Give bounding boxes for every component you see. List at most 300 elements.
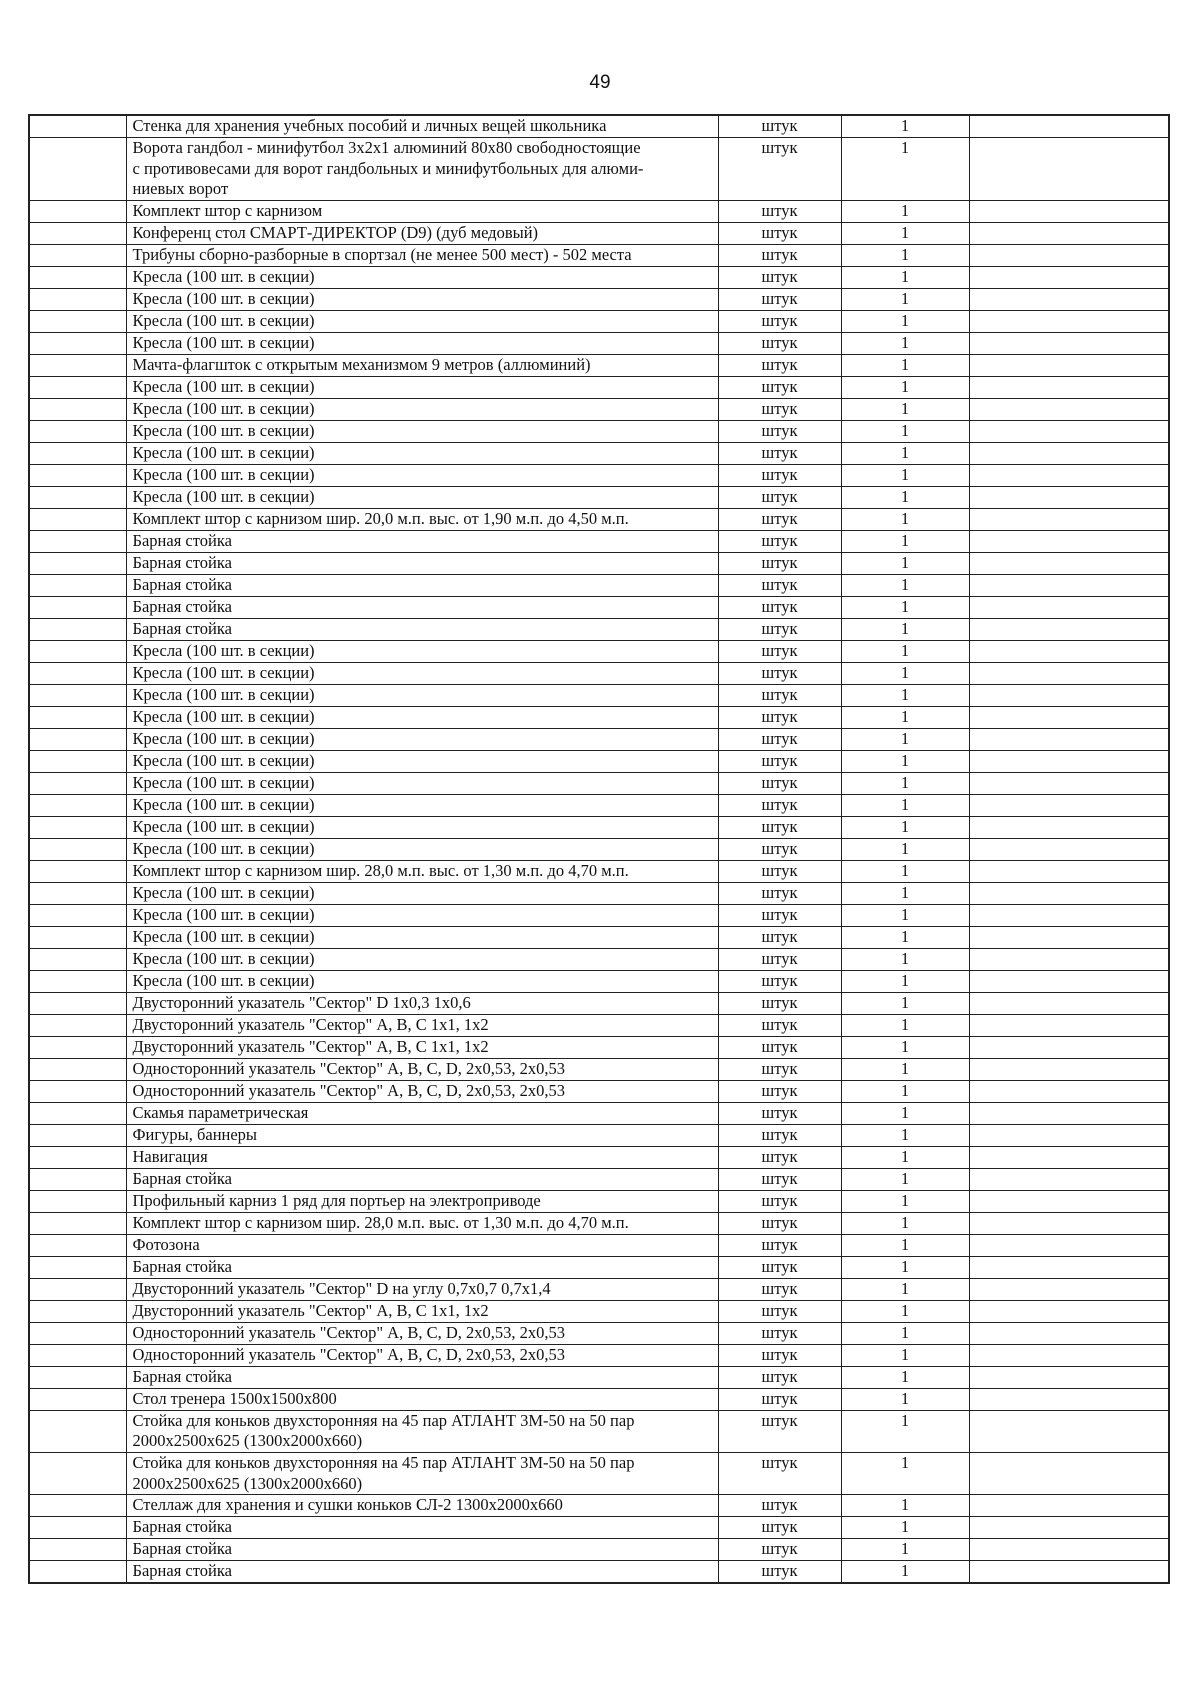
row-lead-cell (29, 1344, 126, 1366)
item-qty-cell: 1 (841, 970, 969, 992)
item-unit-cell: штук (718, 618, 841, 640)
item-name-cell: Ворота гандбол - минифутбол 3х2х1 алюминий 80х80 свободностоящие с противовесами для ворот гандбольных и минифутбольных для алюми- ниевых ворот (126, 138, 718, 201)
item-name-cell: Кресла (100 шт. в секции) (126, 420, 718, 442)
row-lead-cell (29, 200, 126, 222)
row-tail-cell (969, 1561, 1169, 1584)
row-lead-cell (29, 816, 126, 838)
item-unit-cell: штук (718, 1388, 841, 1410)
table-row (29, 1366, 1169, 1388)
item-qty-cell: 1 (841, 618, 969, 640)
item-qty-cell: 1 (841, 1495, 969, 1517)
table-row (29, 1014, 1169, 1036)
item-qty-cell: 1 (841, 904, 969, 926)
item-unit-cell: штук (718, 1517, 841, 1539)
table-row (29, 354, 1169, 376)
table-row (29, 508, 1169, 530)
item-unit-cell: штук (718, 1278, 841, 1300)
item-unit-cell: штук (718, 574, 841, 596)
row-tail-cell (969, 1366, 1169, 1388)
item-unit-cell: штук (718, 464, 841, 486)
item-qty-cell: 1 (841, 1410, 969, 1452)
item-name-cell: Двусторонний указатель "Сектор" A, B, C 1х1, 1х2 (126, 1014, 718, 1036)
item-qty-cell: 1 (841, 838, 969, 860)
item-qty-cell: 1 (841, 750, 969, 772)
item-unit-cell: штук (718, 838, 841, 860)
table-row (29, 816, 1169, 838)
item-unit-cell: штук (718, 772, 841, 794)
row-tail-cell (969, 1388, 1169, 1410)
row-tail-cell (969, 354, 1169, 376)
item-unit-cell: штук (718, 420, 841, 442)
item-unit-cell: штук (718, 1322, 841, 1344)
table-row (29, 1388, 1169, 1410)
table-row (29, 992, 1169, 1014)
table-row (29, 1322, 1169, 1344)
table-row (29, 1124, 1169, 1146)
item-name-cell: Навигация (126, 1146, 718, 1168)
row-tail-cell (969, 244, 1169, 266)
item-qty-cell: 1 (841, 1168, 969, 1190)
table-row (29, 1344, 1169, 1366)
row-tail-cell (969, 772, 1169, 794)
table-row (29, 1102, 1169, 1124)
row-tail-cell (969, 398, 1169, 420)
item-unit-cell: штук (718, 970, 841, 992)
row-lead-cell (29, 1190, 126, 1212)
item-qty-cell: 1 (841, 1300, 969, 1322)
row-lead-cell (29, 1168, 126, 1190)
row-lead-cell (29, 530, 126, 552)
row-tail-cell (969, 1300, 1169, 1322)
row-tail-cell (969, 332, 1169, 354)
item-name-cell: Односторонний указатель "Сектор" A, B, C, D, 2х0,53, 2х0,53 (126, 1058, 718, 1080)
item-unit-cell: штук (718, 794, 841, 816)
item-unit-cell: штук (718, 354, 841, 376)
item-qty-cell: 1 (841, 772, 969, 794)
item-qty-cell: 1 (841, 376, 969, 398)
row-tail-cell (969, 1080, 1169, 1102)
item-qty-cell: 1 (841, 244, 969, 266)
table-row (29, 288, 1169, 310)
item-name-cell: Односторонний указатель "Сектор" A, B, C, D, 2х0,53, 2х0,53 (126, 1322, 718, 1344)
row-tail-cell (969, 222, 1169, 244)
table-row (29, 1190, 1169, 1212)
item-qty-cell: 1 (841, 926, 969, 948)
item-qty-cell: 1 (841, 860, 969, 882)
item-unit-cell: штук (718, 596, 841, 618)
table-row (29, 1278, 1169, 1300)
row-lead-cell (29, 992, 126, 1014)
item-qty-cell: 1 (841, 508, 969, 530)
table-row (29, 1058, 1169, 1080)
item-name-cell: Кресла (100 шт. в секции) (126, 794, 718, 816)
item-unit-cell: штук (718, 1058, 841, 1080)
item-qty-cell: 1 (841, 1036, 969, 1058)
item-name-cell: Барная стойка (126, 1561, 718, 1584)
row-tail-cell (969, 442, 1169, 464)
row-lead-cell (29, 1452, 126, 1494)
row-tail-cell (969, 530, 1169, 552)
item-qty-cell: 1 (841, 310, 969, 332)
row-lead-cell (29, 596, 126, 618)
item-name-cell: Барная стойка (126, 1256, 718, 1278)
row-tail-cell (969, 1452, 1169, 1494)
item-name-cell: Кресла (100 шт. в секции) (126, 970, 718, 992)
table-row (29, 882, 1169, 904)
row-tail-cell (969, 706, 1169, 728)
row-lead-cell (29, 926, 126, 948)
table-row (29, 1539, 1169, 1561)
row-lead-cell (29, 1234, 126, 1256)
item-unit-cell: штук (718, 1452, 841, 1494)
row-lead-cell (29, 1256, 126, 1278)
item-name-cell: Скамья параметрическая (126, 1102, 718, 1124)
items-table-body (29, 115, 1169, 1583)
table-row (29, 926, 1169, 948)
row-tail-cell (969, 200, 1169, 222)
row-lead-cell (29, 772, 126, 794)
row-lead-cell (29, 1102, 126, 1124)
table-row (29, 948, 1169, 970)
item-unit-cell: штук (718, 222, 841, 244)
item-unit-cell: штук (718, 1495, 841, 1517)
table-row (29, 138, 1169, 201)
item-unit-cell: штук (718, 706, 841, 728)
item-qty-cell: 1 (841, 1102, 969, 1124)
item-qty-cell: 1 (841, 288, 969, 310)
item-qty-cell: 1 (841, 1080, 969, 1102)
item-qty-cell: 1 (841, 1561, 969, 1584)
item-qty-cell: 1 (841, 1124, 969, 1146)
item-name-cell: Барная стойка (126, 618, 718, 640)
item-unit-cell: штук (718, 1366, 841, 1388)
item-name-cell: Кресла (100 шт. в секции) (126, 728, 718, 750)
row-lead-cell (29, 640, 126, 662)
item-qty-cell: 1 (841, 1234, 969, 1256)
item-qty-cell: 1 (841, 138, 969, 201)
item-name-cell: Барная стойка (126, 574, 718, 596)
item-qty-cell: 1 (841, 882, 969, 904)
item-unit-cell: штук (718, 992, 841, 1014)
row-lead-cell (29, 574, 126, 596)
item-qty-cell: 1 (841, 1014, 969, 1036)
row-lead-cell (29, 310, 126, 332)
table-row (29, 1168, 1169, 1190)
row-lead-cell (29, 138, 126, 201)
item-unit-cell: штук (718, 310, 841, 332)
row-lead-cell (29, 1322, 126, 1344)
item-name-cell: Фотозона (126, 1234, 718, 1256)
item-unit-cell: штук (718, 552, 841, 574)
item-name-cell: Кресла (100 шт. в секции) (126, 882, 718, 904)
item-unit-cell: штук (718, 1561, 841, 1584)
item-qty-cell: 1 (841, 794, 969, 816)
item-unit-cell: штук (718, 948, 841, 970)
row-tail-cell (969, 508, 1169, 530)
item-qty-cell: 1 (841, 398, 969, 420)
row-lead-cell (29, 838, 126, 860)
item-unit-cell: штук (718, 926, 841, 948)
table-row (29, 200, 1169, 222)
item-name-cell: Комплект штор с карнизом шир. 28,0 м.п. выс. от 1,30 м.п. до 4,70 м.п. (126, 860, 718, 882)
row-tail-cell (969, 1344, 1169, 1366)
row-tail-cell (969, 882, 1169, 904)
row-tail-cell (969, 288, 1169, 310)
item-unit-cell: штук (718, 138, 841, 201)
item-name-cell: Кресла (100 шт. в секции) (126, 266, 718, 288)
items-table (28, 114, 1170, 1584)
table-row (29, 398, 1169, 420)
item-name-cell: Барная стойка (126, 552, 718, 574)
row-lead-cell (29, 1124, 126, 1146)
item-unit-cell: штук (718, 266, 841, 288)
row-lead-cell (29, 882, 126, 904)
item-qty-cell: 1 (841, 420, 969, 442)
row-tail-cell (969, 926, 1169, 948)
table-row (29, 662, 1169, 684)
item-name-cell: Двусторонний указатель "Сектор" A, B, C 1х1, 1х2 (126, 1300, 718, 1322)
row-tail-cell (969, 420, 1169, 442)
item-unit-cell: штук (718, 904, 841, 926)
item-qty-cell: 1 (841, 596, 969, 618)
table-row (29, 1495, 1169, 1517)
row-lead-cell (29, 486, 126, 508)
row-tail-cell (969, 464, 1169, 486)
row-lead-cell (29, 332, 126, 354)
row-tail-cell (969, 486, 1169, 508)
item-qty-cell: 1 (841, 200, 969, 222)
item-qty-cell: 1 (841, 948, 969, 970)
row-lead-cell (29, 376, 126, 398)
row-lead-cell (29, 1080, 126, 1102)
row-tail-cell (969, 1036, 1169, 1058)
item-name-cell: Кресла (100 шт. в секции) (126, 662, 718, 684)
item-qty-cell: 1 (841, 1058, 969, 1080)
item-unit-cell: штук (718, 288, 841, 310)
row-lead-cell (29, 442, 126, 464)
row-lead-cell (29, 420, 126, 442)
row-tail-cell (969, 115, 1169, 138)
item-name-cell: Кресла (100 шт. в секции) (126, 376, 718, 398)
table-row (29, 1300, 1169, 1322)
table-row (29, 904, 1169, 926)
row-tail-cell (969, 376, 1169, 398)
row-lead-cell (29, 794, 126, 816)
item-qty-cell: 1 (841, 1146, 969, 1168)
item-unit-cell: штук (718, 882, 841, 904)
item-qty-cell: 1 (841, 662, 969, 684)
item-qty-cell: 1 (841, 464, 969, 486)
item-qty-cell: 1 (841, 115, 969, 138)
item-unit-cell: штук (718, 1080, 841, 1102)
item-qty-cell: 1 (841, 684, 969, 706)
item-name-cell: Кресла (100 шт. в секции) (126, 948, 718, 970)
table-row (29, 596, 1169, 618)
item-qty-cell: 1 (841, 1212, 969, 1234)
row-tail-cell (969, 1234, 1169, 1256)
item-name-cell: Мачта-флагшток с открытым механизмом 9 метров (аллюминий) (126, 354, 718, 376)
row-lead-cell (29, 115, 126, 138)
item-name-cell: Кресла (100 шт. в секции) (126, 398, 718, 420)
row-lead-cell (29, 1058, 126, 1080)
row-lead-cell (29, 508, 126, 530)
row-lead-cell (29, 970, 126, 992)
item-name-cell: Кресла (100 шт. в секции) (126, 310, 718, 332)
table-row (29, 860, 1169, 882)
row-tail-cell (969, 1168, 1169, 1190)
item-name-cell: Двусторонний указатель "Сектор" A, B, C 1х1, 1х2 (126, 1036, 718, 1058)
item-unit-cell: штук (718, 640, 841, 662)
item-name-cell: Стеллаж для хранения и сушки коньков СЛ-2 1300х2000х660 (126, 1495, 718, 1517)
row-lead-cell (29, 618, 126, 640)
table-row (29, 115, 1169, 138)
row-tail-cell (969, 728, 1169, 750)
item-name-cell: Стойка для коньков двухсторонняя на 45 пар АТЛАНТ 3М-50 на 50 пар 2000х2500х625 (1300х2000х660) (126, 1410, 718, 1452)
item-qty-cell: 1 (841, 1366, 969, 1388)
row-tail-cell (969, 1212, 1169, 1234)
item-unit-cell: штук (718, 1539, 841, 1561)
table-row (29, 618, 1169, 640)
row-lead-cell (29, 288, 126, 310)
item-qty-cell: 1 (841, 1452, 969, 1494)
row-tail-cell (969, 838, 1169, 860)
row-tail-cell (969, 1256, 1169, 1278)
table-row (29, 1452, 1169, 1494)
row-lead-cell (29, 904, 126, 926)
item-name-cell: Фигуры, баннеры (126, 1124, 718, 1146)
item-qty-cell: 1 (841, 1517, 969, 1539)
table-row (29, 266, 1169, 288)
row-tail-cell (969, 662, 1169, 684)
item-qty-cell: 1 (841, 1388, 969, 1410)
item-unit-cell: штук (718, 1256, 841, 1278)
table-row (29, 728, 1169, 750)
item-name-cell: Кресла (100 шт. в секции) (126, 332, 718, 354)
row-lead-cell (29, 948, 126, 970)
item-name-cell: Кресла (100 шт. в секции) (126, 684, 718, 706)
row-lead-cell (29, 1495, 126, 1517)
item-unit-cell: штук (718, 728, 841, 750)
row-lead-cell (29, 1278, 126, 1300)
table-row (29, 486, 1169, 508)
item-qty-cell: 1 (841, 574, 969, 596)
table-row (29, 1410, 1169, 1452)
item-name-cell: Стенка для хранения учебных пособий и личных вещей школьника (126, 115, 718, 138)
item-qty-cell: 1 (841, 354, 969, 376)
item-name-cell: Профильный карниз 1 ряд для портьер на электроприводе (126, 1190, 718, 1212)
row-lead-cell (29, 266, 126, 288)
table-row (29, 1080, 1169, 1102)
item-name-cell: Комплект штор с карнизом (126, 200, 718, 222)
item-unit-cell: штук (718, 1212, 841, 1234)
row-tail-cell (969, 1539, 1169, 1561)
table-row (29, 970, 1169, 992)
item-qty-cell: 1 (841, 728, 969, 750)
table-row (29, 1036, 1169, 1058)
item-unit-cell: штук (718, 530, 841, 552)
item-name-cell: Кресла (100 шт. в секции) (126, 640, 718, 662)
item-qty-cell: 1 (841, 266, 969, 288)
item-unit-cell: штук (718, 1102, 841, 1124)
item-unit-cell: штук (718, 200, 841, 222)
item-name-cell: Барная стойка (126, 1539, 718, 1561)
item-unit-cell: штук (718, 1344, 841, 1366)
item-name-cell: Конференц стол СМАРТ-ДИРЕКТОР (D9) (дуб медовый) (126, 222, 718, 244)
item-qty-cell: 1 (841, 442, 969, 464)
row-tail-cell (969, 596, 1169, 618)
table-row (29, 1146, 1169, 1168)
row-tail-cell (969, 1278, 1169, 1300)
item-unit-cell: штук (718, 115, 841, 138)
table-row (29, 442, 1169, 464)
item-unit-cell: штук (718, 486, 841, 508)
row-lead-cell (29, 1539, 126, 1561)
row-lead-cell (29, 552, 126, 574)
row-lead-cell (29, 1561, 126, 1584)
row-tail-cell (969, 992, 1169, 1014)
row-lead-cell (29, 1036, 126, 1058)
item-name-cell: Кресла (100 шт. в секции) (126, 442, 718, 464)
item-qty-cell: 1 (841, 1256, 969, 1278)
item-unit-cell: штук (718, 860, 841, 882)
row-tail-cell (969, 1124, 1169, 1146)
item-unit-cell: штук (718, 1168, 841, 1190)
item-name-cell: Кресла (100 шт. в секции) (126, 904, 718, 926)
item-qty-cell: 1 (841, 530, 969, 552)
row-lead-cell (29, 1300, 126, 1322)
item-unit-cell: штук (718, 1036, 841, 1058)
row-tail-cell (969, 1517, 1169, 1539)
table-row (29, 420, 1169, 442)
item-unit-cell: штук (718, 684, 841, 706)
item-name-cell: Двусторонний указатель "Сектор" D на углу 0,7х0,7 0,7х1,4 (126, 1278, 718, 1300)
row-lead-cell (29, 1410, 126, 1452)
item-name-cell: Комплект штор с карнизом шир. 28,0 м.п. выс. от 1,30 м.п. до 4,70 м.п. (126, 1212, 718, 1234)
row-tail-cell (969, 266, 1169, 288)
row-lead-cell (29, 244, 126, 266)
table-row (29, 244, 1169, 266)
table-row (29, 750, 1169, 772)
item-name-cell: Трибуны сборно-разборные в спортзал (не менее 500 мест) - 502 места (126, 244, 718, 266)
table-row (29, 706, 1169, 728)
item-unit-cell: штук (718, 662, 841, 684)
row-tail-cell (969, 684, 1169, 706)
row-lead-cell (29, 1366, 126, 1388)
item-unit-cell: штук (718, 244, 841, 266)
item-unit-cell: штук (718, 1300, 841, 1322)
item-qty-cell: 1 (841, 1322, 969, 1344)
row-lead-cell (29, 464, 126, 486)
row-tail-cell (969, 970, 1169, 992)
row-lead-cell (29, 1146, 126, 1168)
item-qty-cell: 1 (841, 706, 969, 728)
row-lead-cell (29, 1517, 126, 1539)
item-qty-cell: 1 (841, 816, 969, 838)
table-row (29, 1561, 1169, 1584)
item-name-cell: Двусторонний указатель "Сектор" D 1х0,3 1х0,6 (126, 992, 718, 1014)
table-row (29, 838, 1169, 860)
item-unit-cell: штук (718, 750, 841, 772)
item-name-cell: Барная стойка (126, 1517, 718, 1539)
item-qty-cell: 1 (841, 1539, 969, 1561)
item-unit-cell: штук (718, 1146, 841, 1168)
table-row (29, 332, 1169, 354)
row-tail-cell (969, 1495, 1169, 1517)
item-qty-cell: 1 (841, 1190, 969, 1212)
item-name-cell: Барная стойка (126, 530, 718, 552)
row-tail-cell (969, 552, 1169, 574)
item-unit-cell: штук (718, 332, 841, 354)
